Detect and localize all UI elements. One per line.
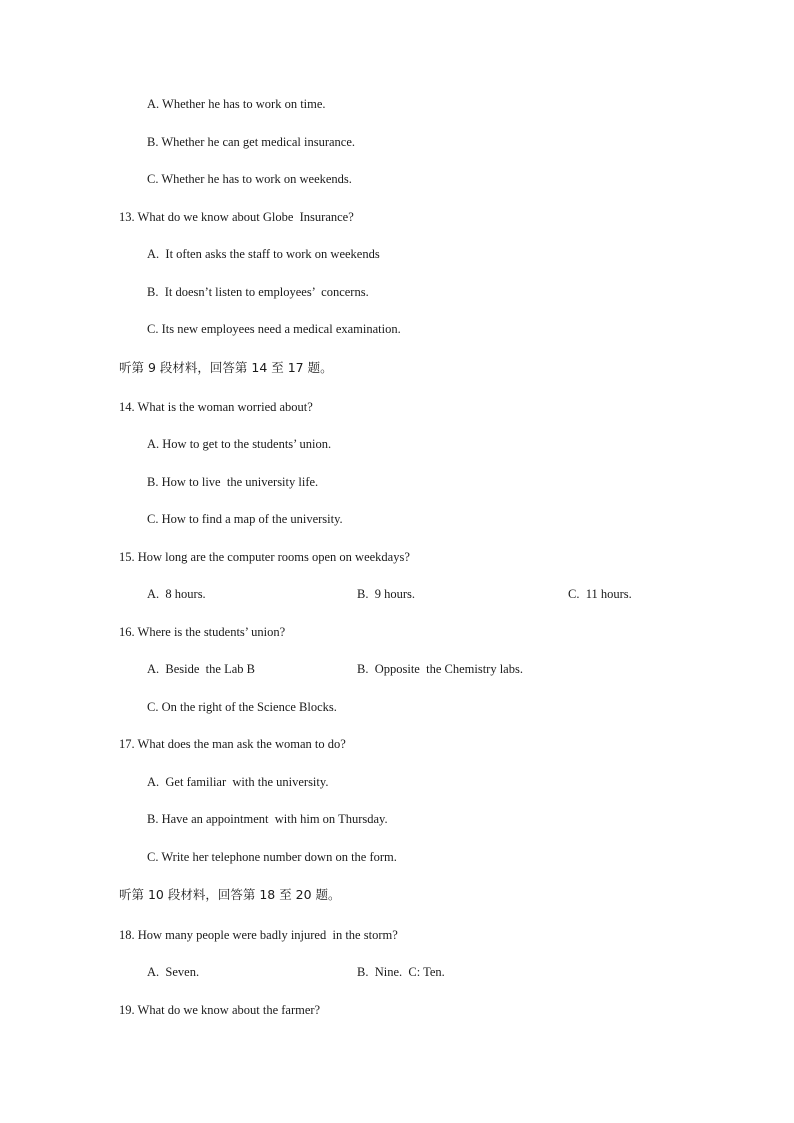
q12-option-a: A. Whether he has to work on time.: [147, 97, 326, 111]
q12-option-c: C. Whether he has to work on weekends.: [147, 172, 352, 186]
q16-option-c: C. On the right of the Science Blocks.: [147, 700, 337, 714]
question-15: 15. How long are the computer rooms open on weekdays?: [119, 550, 410, 564]
q13-option-c: C. Its new employees need a medical examination.: [147, 322, 401, 336]
question-18: 18. How many people were badly injured in the storm?: [119, 928, 398, 942]
q15-option-b: B. 9 hours.: [357, 587, 415, 601]
q13-option-a: A. It often asks the staff to work on weekends: [147, 247, 380, 261]
q14-option-b: B. How to live the university life.: [147, 475, 319, 489]
question-13: 13. What do we know about Globe Insurance?: [119, 210, 354, 224]
question-14: 14. What is the woman worried about?: [119, 400, 313, 414]
q18-option-a: A. Seven.: [147, 965, 200, 979]
q16-option-b: B. Opposite the Chemistry labs.: [357, 662, 523, 676]
question-16: 16. Where is the students’ union?: [119, 625, 286, 639]
q15-option-a: A. 8 hours.: [147, 587, 206, 601]
q17-option-c: C. Write her telephone number down on the form.: [147, 850, 397, 864]
q18-option-b-c: B. Nine. C: Ten.: [357, 965, 445, 979]
q14-option-c: C. How to find a map of the university.: [147, 512, 343, 526]
q14-option-a: A. How to get to the students’ union.: [147, 437, 332, 451]
q13-option-b: B. It doesn’t listen to employees’ concerns.: [147, 285, 369, 299]
question-17: 17. What does the man ask the woman to do?: [119, 737, 346, 751]
q17-option-b: B. Have an appointment with him on Thursday.: [147, 812, 388, 826]
q15-option-c: C. 11 hours.: [568, 587, 632, 601]
q12-option-b: B. Whether he can get medical insurance.: [147, 135, 356, 149]
question-19: 19. What do we know about the farmer?: [119, 1003, 321, 1017]
q17-option-a: A. Get familiar with the university.: [147, 775, 329, 789]
section-9-instruction: 听第 9 段材料，回答第 14 至 17 题。: [119, 360, 333, 375]
q16-option-a: A. Beside the Lab B: [147, 662, 255, 676]
section-10-instruction: 听第 10 段材料，回答第 18 至 20 题。: [119, 887, 341, 902]
